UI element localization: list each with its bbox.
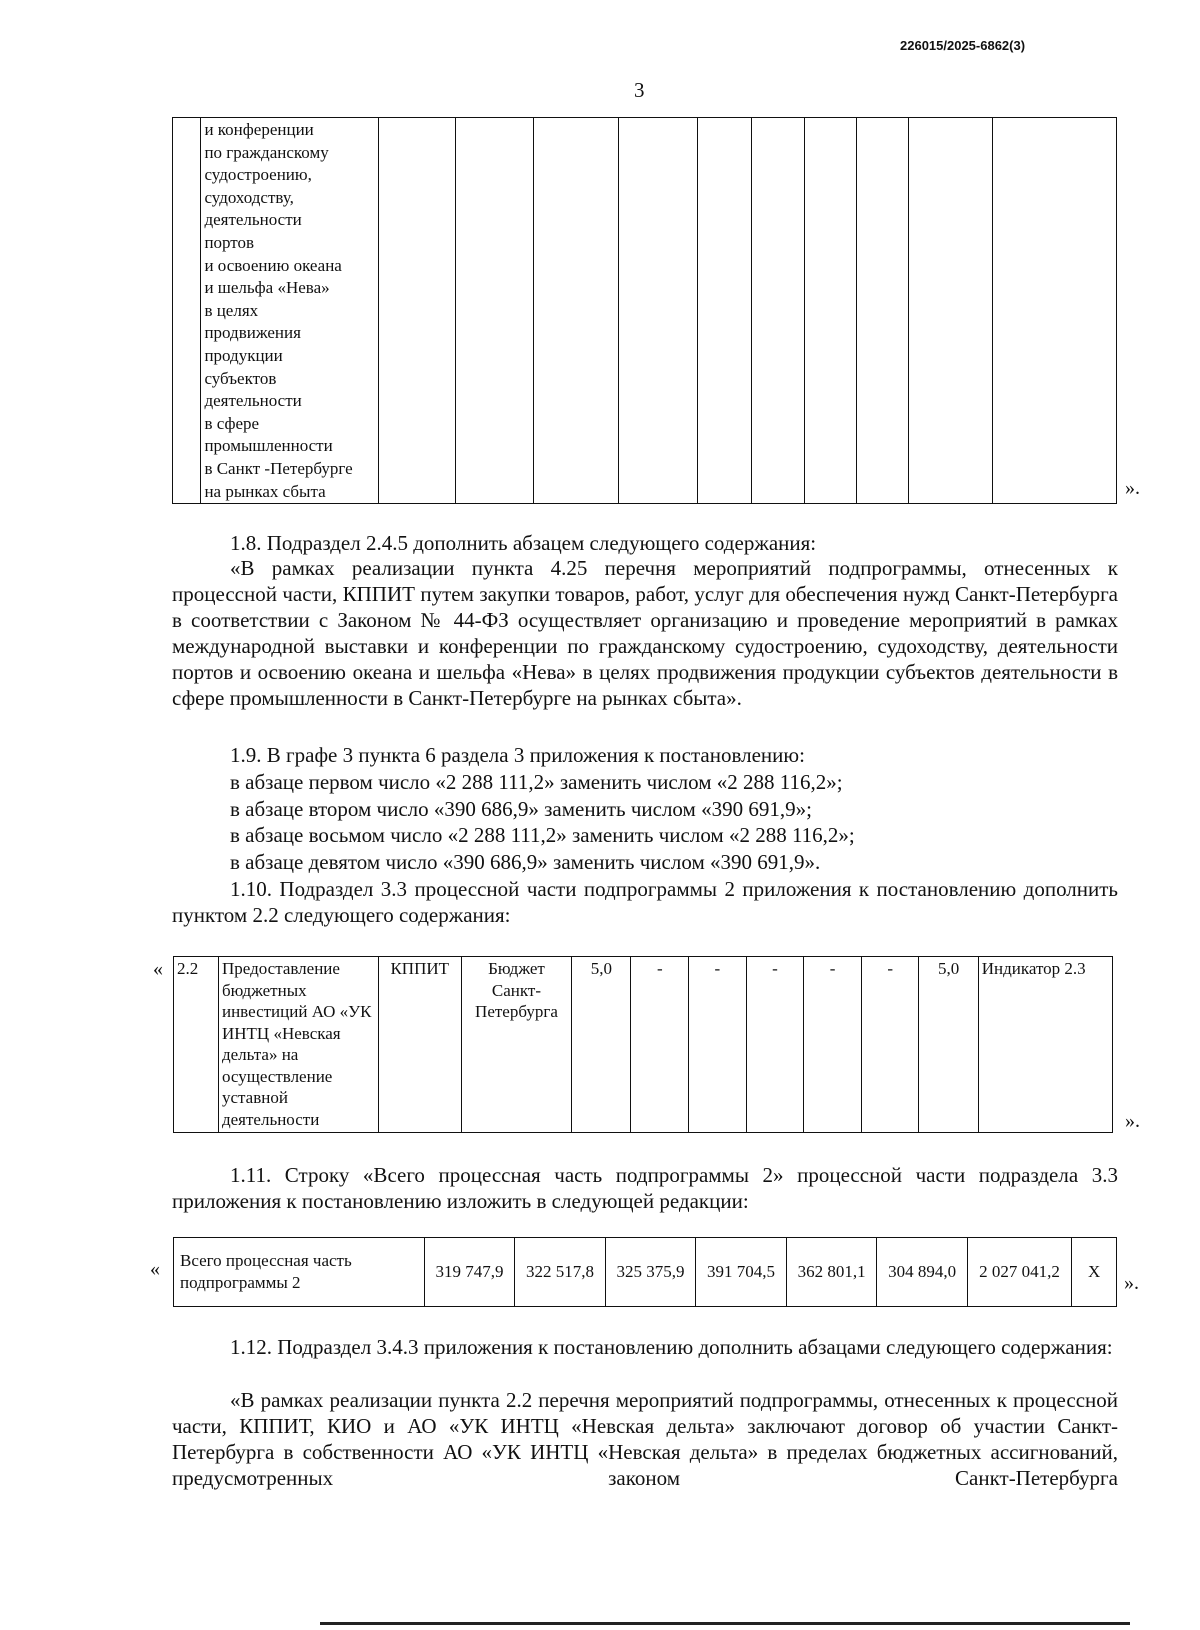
total-value-cell: 319 747,9 (424, 1238, 515, 1307)
table-cell (378, 118, 455, 504)
event-name-line: продукции (204, 345, 283, 365)
table-cell (805, 118, 857, 504)
event-name-line: портов (204, 232, 255, 252)
paragraph-1-9-line: в абзаце восьмом число «2 288 111,2» заменить числом «2 288 116,2»; (230, 823, 855, 847)
event-name-line: в сфере (204, 413, 260, 433)
table-cell (534, 118, 618, 504)
event-name-line: по гражданскому (204, 142, 329, 162)
paragraph-1-9-line: в абзаце первом число «2 288 111,2» заменить числом «2 288 116,2»; (230, 770, 843, 794)
total-value-cell: 322 517,8 (515, 1238, 606, 1307)
table-cell (173, 118, 201, 504)
value-cell: - (631, 957, 689, 1133)
close-quote: ». (1125, 1110, 1140, 1132)
event-name-line: субъектов (204, 368, 277, 388)
value-cell: 5,0 (572, 957, 631, 1133)
item-number-cell: 2.2 (174, 957, 219, 1133)
paragraph-1-10: 1.10. Подраздел 3.3 процессной части подпрограммы 2 приложения к постановлению дополнить пунктом 2.2 следующего содержания: (172, 877, 1118, 927)
paragraph-1-9-line: в абзаце девятом число «390 686,9» заменить числом «390 691,9». (230, 850, 821, 874)
open-quote: « (153, 958, 163, 980)
event-name-cell (201, 118, 378, 504)
value-cell: - (804, 957, 862, 1133)
paragraph-1-8-body: «В рамках реализации пункта 4.25 перечня мероприятий подпрограммы, отнесенных к процессной части, КППИТ путем закупки товаров, работ, услуг для обеспечения нужд Санкт-Петербурга в соответствии с Законом № 44-ФЗ осуществляет организацию и проведение мероприятий в рамках международной выставки и конференции по гражданскому судостроению, судоходству, деятельности портов и освоению океана и шельфа «Нева» в целях продвижения продукции субъектов деятельности в сфере промышленности в Санкт-Петербурге на рынках сбыта». (172, 556, 1118, 710)
total-value-cell: 2 027 041,2 (967, 1238, 1071, 1307)
table-cell (618, 118, 697, 504)
event-name-line: промышленности (204, 436, 333, 456)
event-name-line: судостроению, (204, 165, 312, 185)
close-quote: ». (1125, 477, 1140, 499)
value-cell: - (746, 957, 804, 1133)
source-cell: Бюджет Санкт-Петербурга (461, 957, 572, 1133)
total-value-cell: 391 704,5 (696, 1238, 787, 1307)
executor-cell: КППИТ (378, 957, 461, 1133)
table-cell (857, 118, 909, 504)
table-cell (456, 118, 534, 504)
indicator-cell: Индикатор 2.3 (978, 957, 1112, 1133)
bottom-edge-line (320, 1622, 1130, 1625)
event-name-line: и конференции (204, 120, 314, 139)
total-value-cell: 325 375,9 (605, 1238, 696, 1307)
paragraph-1-11: 1.11. Строку «Всего процессная часть подпрограммы 2» процессной части подраздела 3.3 приложения к постановлению изложить в следующей редакции: (172, 1163, 1118, 1213)
value-cell: - (861, 957, 919, 1133)
paragraph-1-8-title: 1.8. Подраздел 2.4.5 дополнить абзацем следующего содержания: (230, 531, 817, 555)
total-value-cell: 362 801,1 (786, 1238, 877, 1307)
page-number: 3 (634, 78, 645, 102)
table-cell (993, 118, 1117, 504)
event-name-line: в Санкт -Петербурге (204, 458, 353, 478)
event-name-line: и освоению океана (204, 255, 342, 275)
paragraph-1-9-line: в абзаце втором число «390 686,9» заменить числом «390 691,9»; (230, 797, 812, 821)
paragraph-1-12-body: «В рамках реализации пункта 2.2 перечня мероприятий подпрограммы, отнесенных к процессной части, КППИТ, КИО и АО «УК ИНТЦ «Невская дельта» заключают договор об участии Санкт-Петербурга в собственности АО «УК ИНТЦ «Невская дельта» в пределах бюджетных ассигнований, предусмотренных законом Санкт-Петербурга (172, 1388, 1118, 1490)
total-label-cell: Всего процессная часть подпрограммы 2 (174, 1238, 425, 1307)
event-name-line: судоходству, (204, 187, 294, 207)
event-name-line: в целях (204, 300, 259, 320)
open-quote: « (150, 1258, 160, 1280)
event-name-line: деятельности (204, 391, 302, 411)
table-cell (698, 118, 752, 504)
item-name-cell: Предоставление бюджетных инвестиций АО «УК ИНТЦ «Невская дельта» на осуществление уставной деятельности (218, 957, 378, 1133)
paragraph-1-12-title: 1.12. Подраздел 3.4.3 приложения к постановлению дополнить абзацами следующего содержания: (230, 1335, 1113, 1359)
event-name-line: и шельфа «Нева» (204, 278, 330, 298)
table-total-row (173, 1237, 1117, 1307)
event-name-line: продвижения (204, 323, 301, 343)
document-number: 226015/2025-6862(3) (900, 38, 1026, 53)
table-cell (909, 118, 993, 504)
value-cell: 5,0 (919, 957, 978, 1133)
close-quote: ». (1124, 1272, 1139, 1294)
total-value-cell: 304 894,0 (877, 1238, 968, 1307)
table-continuation (172, 117, 1117, 504)
event-name-line: деятельности (204, 210, 302, 230)
table-item-2-2 (173, 956, 1113, 1133)
total-x-cell: Х (1072, 1238, 1117, 1307)
table-cell (752, 118, 805, 504)
event-name-line: на рынках сбыта (204, 481, 326, 501)
value-cell: - (689, 957, 747, 1133)
paragraph-1-9-title: 1.9. В графе 3 пункта 6 раздела 3 приложения к постановлению: (230, 743, 805, 767)
